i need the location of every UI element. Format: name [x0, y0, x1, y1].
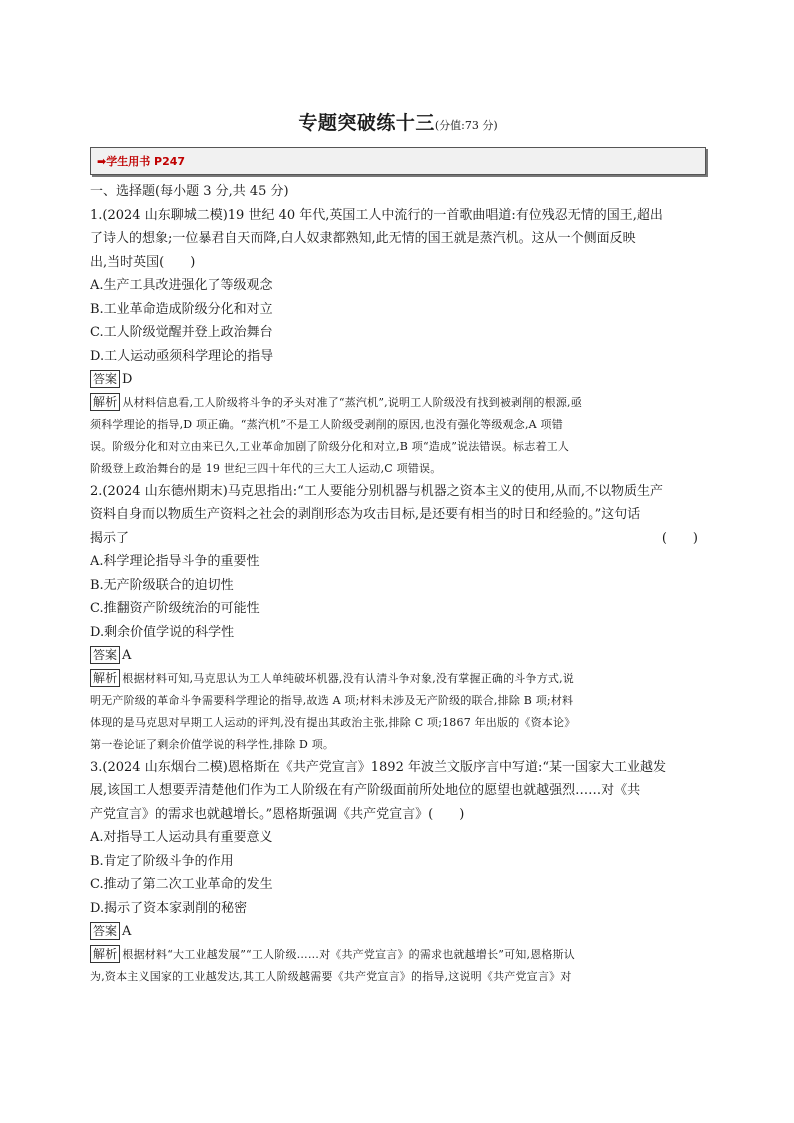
option-b: B.肯定了阶级斗争的作用 — [90, 853, 234, 869]
answer-value: A — [122, 648, 132, 663]
option-b: B.工业革命造成阶级分化和对立 — [90, 301, 273, 317]
option-c: C.推动了第二次工业革命的发生 — [90, 877, 273, 892]
analysis-block — [90, 392, 706, 480]
question-stem-line: 出,当时英国( ) — [90, 254, 196, 270]
question-stem-line: 产党宣言》的需求也就越增长。”恩格斯强调《共产党宣言》( ) — [90, 806, 465, 822]
analysis-line: 体现的是马克思对早期工人运动的评判,没有提出其政治主张,排除 C 项;1867 年出版的《资本论》 — [90, 715, 576, 729]
answer-value: D — [122, 372, 133, 387]
textbook-banner — [90, 147, 706, 175]
answer-tag: 答案 — [90, 370, 120, 388]
analysis-line: 为,资本主义国家的工业越发达,其工人阶级越需要《共产党宣言》的指导,这说明《共产党宣言》对 — [90, 969, 572, 983]
analysis-line: 根据材料可知,马克思认为工人单纯破坏机器,没有认清斗争对象,没有掌握正确的斗争方式,说 — [122, 671, 574, 685]
option-c: C.工人阶级觉醒并登上政治舞台 — [90, 325, 273, 340]
option-c: C.推翻资产阶级统治的可能性 — [90, 601, 260, 616]
answer-paren: ( ) — [661, 530, 698, 546]
question-stem-line: 资料自身而以物质生产资料之社会的剥削形态为攻击目标,是还要有相当的时日和经验的。”这句话 — [90, 507, 641, 522]
answer-row — [90, 368, 706, 392]
answer-row — [90, 920, 706, 944]
question-stem-text: 揭示了 — [90, 530, 130, 546]
analysis-tag: 解析 — [90, 393, 120, 411]
answer-tag: 答案 — [90, 922, 120, 940]
page-title: 专题突破练十三 — [298, 112, 435, 134]
question-1 — [90, 204, 706, 480]
question-2 — [90, 480, 706, 756]
option-d: D.工人运动亟须科学理论的指导 — [90, 348, 274, 364]
analysis-block — [90, 944, 706, 988]
analysis-line: 阶级登上政治舞台的是 19 世纪三四十年代的三大工人运动,C 项错误。 — [90, 461, 442, 475]
question-stem-line: 了诗人的想象;一位暴君自天而降,白人奴隶都熟知,此无情的国王就是蒸汽机。这从一个侧面反映 — [90, 231, 636, 246]
analysis-line: 第一卷论证了剩余价值学说的科学性,排除 D 项。 — [90, 737, 335, 751]
analysis-block — [90, 668, 706, 756]
analysis-line: 从材料信息看,工人阶级将斗争的矛头对准了“蒸汽机”,说明工人阶级没有找到被剥削的根源,亟 — [122, 395, 582, 409]
question-stem-line — [90, 527, 706, 551]
analysis-tag: 解析 — [90, 669, 120, 687]
answer-tag: 答案 — [90, 646, 120, 664]
textbook-page-ref: ➡学生用书 P247 — [97, 155, 186, 168]
question-stem-line: 2.(2024 山东德州期末)马克思指出:“工人要能分别机器与机器之资本主义的使用,从而,不以物质生产 — [90, 483, 664, 499]
option-d: D.剩余价值学说的科学性 — [90, 624, 235, 640]
analysis-line: 误。阶级分化和对立由来已久,工业革命加剧了阶级分化和对立,B 项“造成”说法错误。标志着工人 — [90, 439, 570, 453]
question-stem-line: 1.(2024 山东聊城二模)19 世纪 40 年代,英国工人中流行的一首歌曲唱道:有位残忍无情的国王,超出 — [90, 207, 663, 223]
analysis-tag: 解析 — [90, 945, 120, 963]
question-stem-line: 3.(2024 山东烟台二模)恩格斯在《共产党宣言》1892 年波兰文版序言中写道:“某一国家大工业越发 — [90, 759, 667, 775]
option-a: A.科学理论指导斗争的重要性 — [90, 554, 260, 569]
score-note: (分值:73 分) — [434, 119, 498, 132]
answer-row — [90, 644, 706, 668]
analysis-line: 明无产阶级的革命斗争需要科学理论的指导,故选 A 项;材料未涉及无产阶级的联合,排除 B 项;材料 — [90, 693, 574, 707]
title-block — [90, 108, 706, 135]
answer-value: A — [122, 924, 132, 939]
section-heading: 一、选择题(每小题 3 分,共 45 分) — [90, 184, 289, 199]
analysis-line: 须科学理论的指导,D 项正确。“蒸汽机”不是工人阶级受剥削的原因,也没有强化等级观念,A 项错 — [90, 417, 563, 431]
question-3 — [90, 756, 706, 988]
option-a: A.生产工具改进强化了等级观念 — [90, 278, 273, 293]
analysis-line: 根据材料“大工业越发展”“工人阶级……对《共产党宣言》的需求也就越增长”可知,恩格斯认 — [122, 947, 575, 961]
content-area — [90, 180, 706, 988]
option-a: A.对指导工人运动具有重要意义 — [90, 830, 273, 845]
option-d: D.揭示了资本家剥削的秘密 — [90, 900, 248, 916]
question-stem-line: 展,该国工人想要弄清楚他们作为工人阶级在有产阶级面前所处地位的愿望也就越强烈……对《共 — [90, 783, 641, 798]
option-b: B.无产阶级联合的迫切性 — [90, 577, 234, 593]
